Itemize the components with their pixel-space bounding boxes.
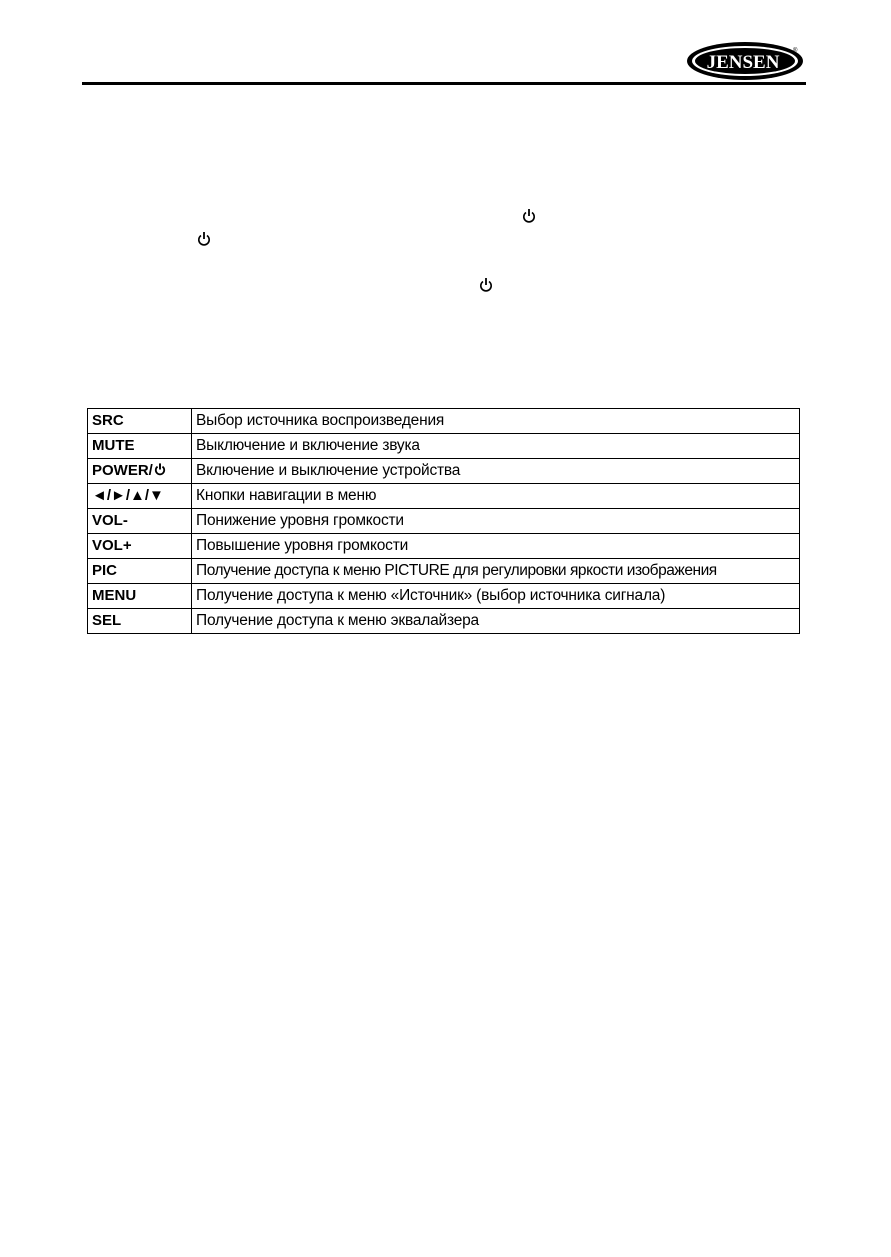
description-cell: Получение доступа к меню эквалайзера (192, 609, 800, 634)
key-cell: VOL- (88, 509, 192, 534)
description-cell: Повышение уровня громкости (192, 534, 800, 559)
power-icon (154, 463, 166, 476)
description-cell: Выбор источника воспроизведения (192, 409, 800, 434)
description-cell: Включение и выключение устройства (192, 459, 800, 484)
power-icon (479, 277, 493, 293)
description-cell: Получение доступа к меню «Источник» (выбор источника сигнала) (192, 584, 800, 609)
description-cell: Получение доступа к меню PICTURE для регулировки яркости изображения (192, 559, 800, 584)
description-cell: Выключение и включение звука (192, 434, 800, 459)
svg-text:®: ® (793, 48, 798, 54)
table-row (88, 584, 800, 609)
key-label: POWER/ (92, 462, 153, 479)
header-rule (82, 82, 806, 85)
key-cell (88, 459, 192, 484)
power-icon (197, 231, 211, 247)
table-row (88, 409, 800, 434)
key-cell: MUTE (88, 434, 192, 459)
controls-table (87, 408, 800, 634)
key-cell: SEL (88, 609, 192, 634)
table-row (88, 559, 800, 584)
description-cell: Понижение уровня громкости (192, 509, 800, 534)
table-row (88, 534, 800, 559)
key-cell: MENU (88, 584, 192, 609)
jensen-logo (685, 40, 805, 82)
key-cell: VOL+ (88, 534, 192, 559)
table-row (88, 459, 800, 484)
table-row (88, 484, 800, 509)
key-cell: PIC (88, 559, 192, 584)
table-row (88, 609, 800, 634)
key-cell: ◄/►/▲/▼ (88, 484, 192, 509)
key-cell: SRC (88, 409, 192, 434)
table-row (88, 434, 800, 459)
brand-text: JENSEN (706, 52, 780, 73)
description-cell: Кнопки навигации в меню (192, 484, 800, 509)
table-row (88, 509, 800, 534)
power-icon (522, 208, 536, 224)
